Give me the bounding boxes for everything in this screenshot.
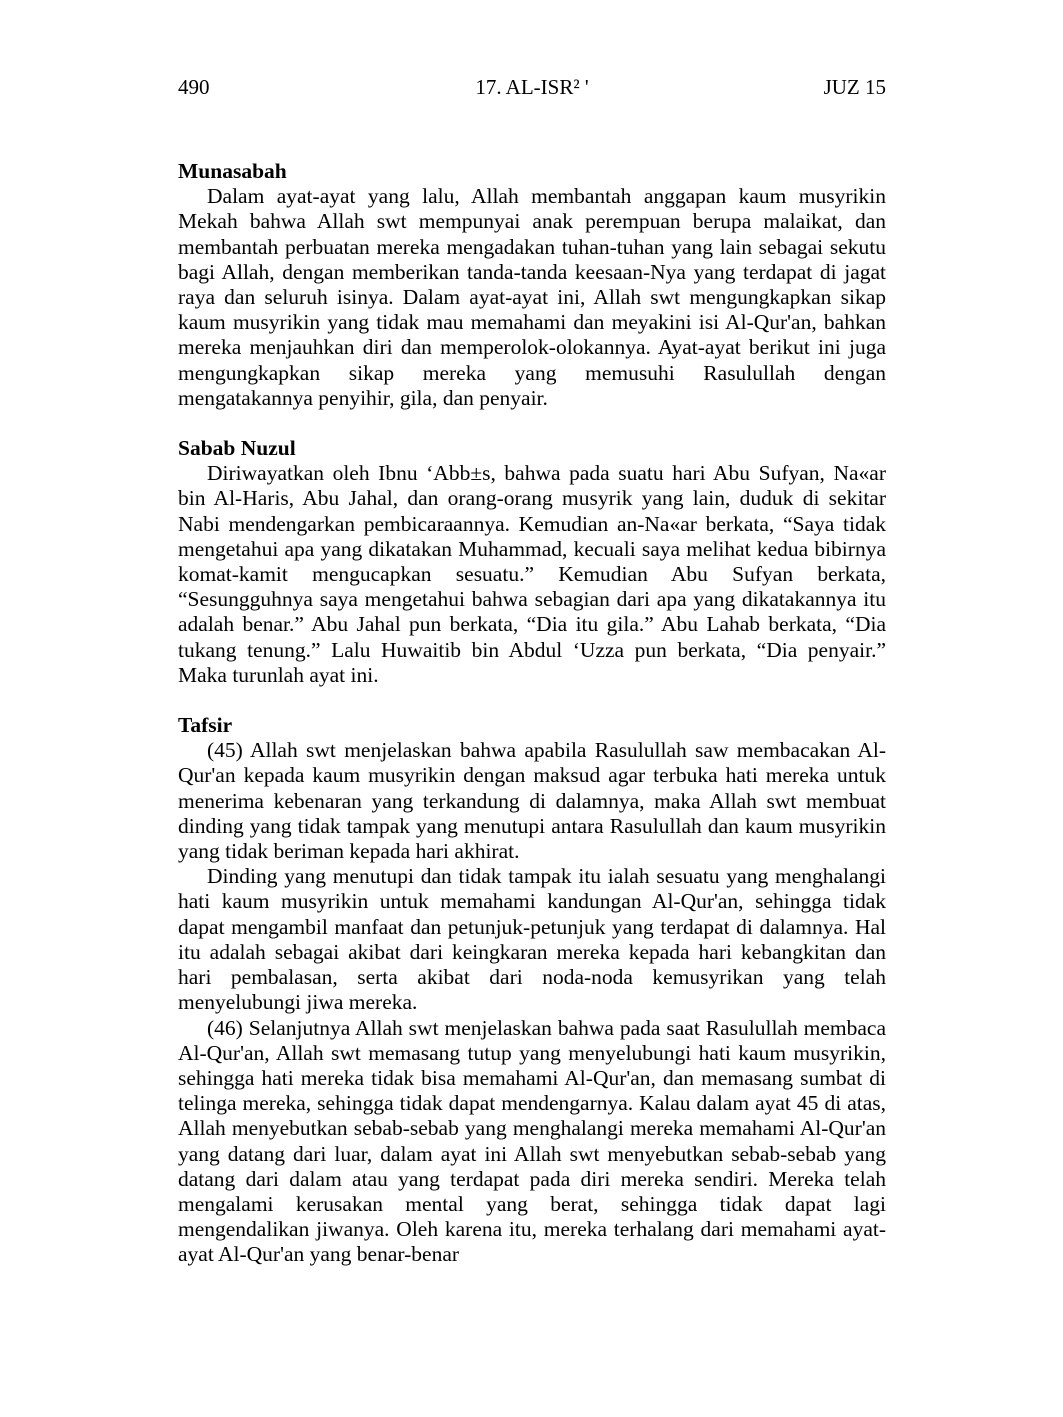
paragraph: Dinding yang menutupi dan tidak tampak itu ialah sesuatu yang menghalangi hati kaum musyrikin untuk memahami kandungan Al-Qur'an, sehingga tidak dapat mengambil manfaat dan petunjuk-petunjuk yang terdapat di dalamnya. Hal itu adalah sebagai akibat dari keingkaran mereka kepada hari kebangkitan dan hari pembalasan, serta akibat dari noda-noda kemusyrikan yang telah menyelubungi jiwa mereka. [178,864,886,1015]
paragraph: Diriwayatkan oleh Ibnu ‘Abb±s, bahwa pada suatu hari Abu Sufyan, Na«ar bin Al-Haris, Abu Jahal, dan orang-orang musyrik yang lain, duduk di sekitar Nabi mendengarkan pembicaraannya. Kemudian an-Na«ar berkata, “Saya tidak mengetahui apa yang dikatakan Muhammad, kecuali saya melihat kedua bibirnya komat-kamit mengucapkan sesuatu.” Kemudian Abu Sufyan berkata, “Sesungguhnya saya mengetahui bahwa sebagian dari apa yang dikatakannya itu adalah benar.” Abu Jahal pun berkata, “Dia itu gila.” Abu Lahab berkata, “Dia tukang tenung.” Lalu Huwaitib bin Abdul ‘Uzza pun berkata, “Dia penyair.” Maka turunlah ayat ini. [178,461,886,687]
document-page [178,74,886,1268]
juz-label: JUZ 15 [823,75,886,99]
page-number: 490 [178,75,210,99]
section-sabab-nuzul [178,436,886,688]
section-munasabah [178,159,886,411]
section-title-munasabah: Munasabah [178,159,287,183]
section-title-sabab-nuzul: Sabab Nuzul [178,436,296,461]
paragraph: (45) Allah swt menjelaskan bahwa apabila Rasulullah saw membacakan Al-Qur'an kepada kaum musyrikin dengan maksud agar terbuka hati mereka untuk menerima kebenaran yang terkandung di dalamnya, maka Allah swt membuat dinding yang tidak tampak yang menutupi antara Rasulullah dan kaum musyrikin yang tidak beriman kepada hari akhirat. [178,738,886,864]
section-title-tafsir: Tafsir [178,713,233,738]
running-header [178,74,886,100]
paragraph: Dalam ayat-ayat yang lalu, Allah membantah anggapan kaum musyrikin Mekah bahwa Allah swt mempunyai anak perempuan berupa malaikat, dan membantah perbuatan mereka mengadakan tuhan-tuhan yang lain sebagai sekutu bagi Allah, dengan memberikan tanda-tanda keesaan-Nya yang terdapat di jagat raya dan seluruh isinya. Dalam ayat-ayat ini, Allah swt mengungkapkan sikap kaum musyrikin yang tidak mau memahami dan meyakini isi Al-Qur'an, bahkan mereka menjauhkan diri dan memperolok-olokannya. Ayat-ayat berikut ini juga mengungkapkan sikap mereka yang memusuhi Rasulullah dengan mengatakannya penyihir, gila, dan penyair. [178,184,886,410]
chapter-title: 17. AL-ISR² ' [475,75,589,99]
paragraph: (46) Selanjutnya Allah swt menjelaskan bahwa pada saat Rasulullah membaca Al-Qur'an, Allah swt memasang tutup yang menyelubungi hati kaum musyrikin, sehingga hati mereka tidak bisa memahami Al-Qur'an, dan memasang sumbat di telinga mereka, sehingga tidak dapat mendengarnya. Kalau dalam ayat 45 di atas, Allah menyebutkan sebab-sebab yang menghalangi mereka memahami Al-Qur'an yang datang dari luar, dalam ayat ini Allah swt menyebutkan sebab-sebab yang datang dari dalam atau yang terdapat pada diri mereka sendiri. Mereka telah mengalami kerusakan mental yang berat, sehingga tidak dapat lagi mengendalikan jiwanya. Oleh karena itu, mereka terhalang dari memahami ayat-ayat Al-Qur'an yang benar-benar [178,1015,886,1267]
section-tafsir [178,713,886,1267]
